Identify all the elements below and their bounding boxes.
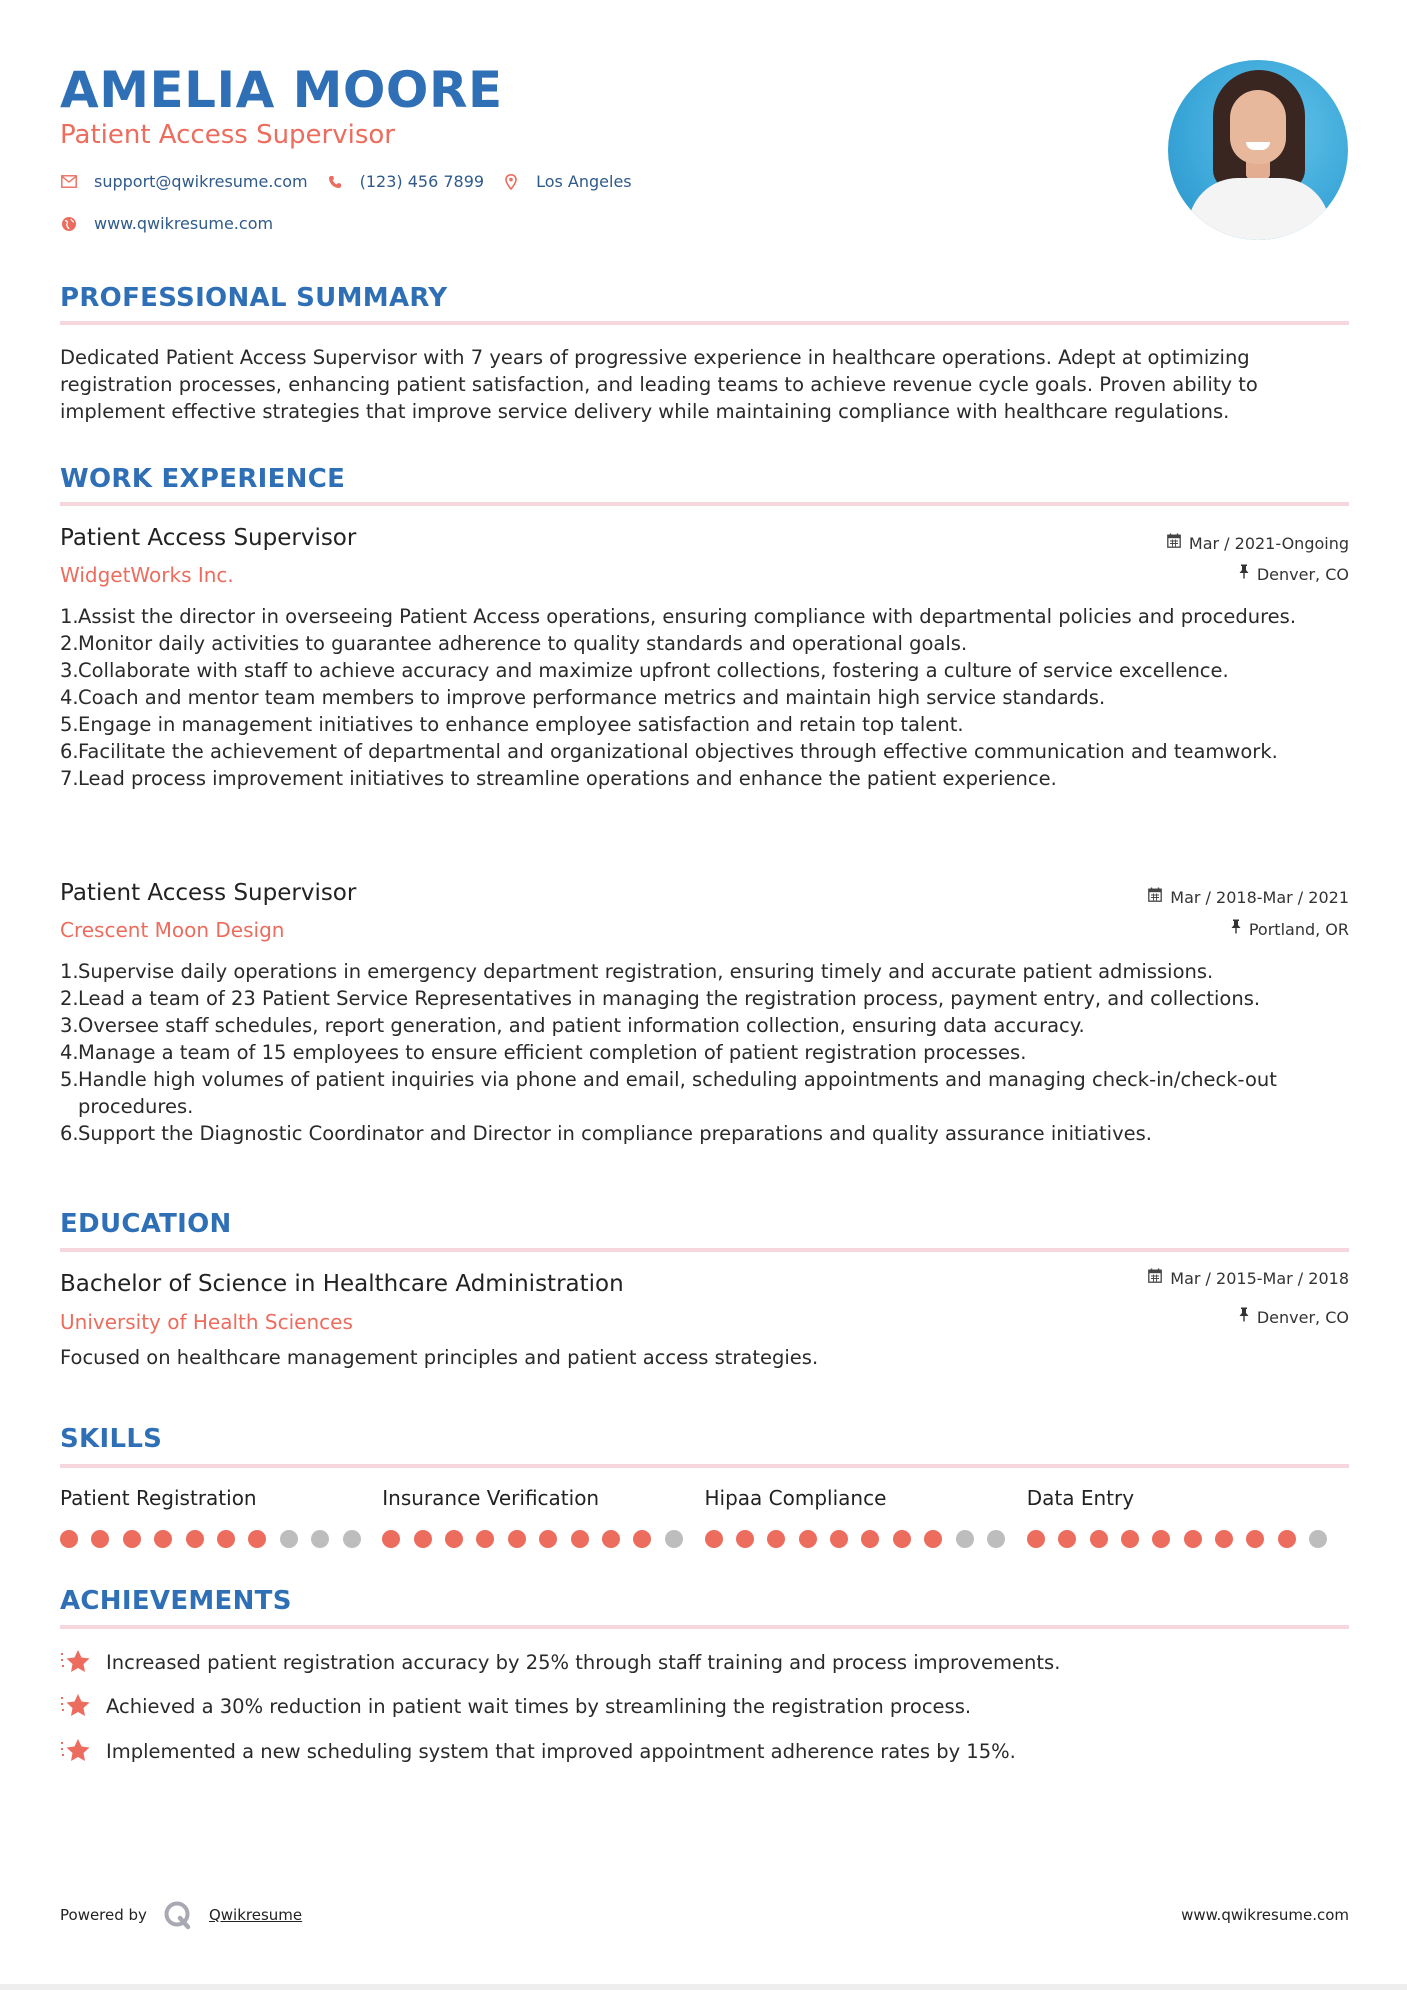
- bullet-item: 2. Monitor daily activities to guarantee adherence to quality standards and operational goals.: [60, 632, 968, 655]
- rating-dot-empty: [987, 1530, 1005, 1548]
- rating-dot-filled: [1184, 1530, 1202, 1548]
- skill-item: [705, 1484, 1027, 1548]
- section-heading-experience: WORK EXPERIENCE: [60, 464, 346, 494]
- education-location: [1239, 1307, 1349, 1329]
- contact-row: [60, 172, 650, 191]
- achievement-item: [60, 1737, 1016, 1765]
- company-name: Crescent Moon Design: [60, 918, 285, 942]
- candidate-headline: Patient Access Supervisor: [60, 120, 395, 150]
- rating-dot-filled: [248, 1530, 266, 1548]
- contact-location: [502, 172, 632, 191]
- rating-dot-filled: [602, 1530, 620, 1548]
- job-location: [1239, 564, 1349, 586]
- job-location: [1231, 919, 1349, 941]
- bullet-item: 7. Lead process improvement initiatives to streamline operations and enhance the patient experience.: [60, 767, 1057, 790]
- skill-rating: [382, 1530, 704, 1548]
- skill-rating: [1027, 1530, 1349, 1548]
- job-title: Patient Access Supervisor: [60, 525, 357, 551]
- job-dates: [1167, 533, 1349, 555]
- qwikresume-logo-icon: [163, 1900, 193, 1930]
- rating-dot-filled: [508, 1530, 526, 1548]
- job-title: Patient Access Supervisor: [60, 880, 357, 906]
- job-location-text: Denver, CO: [1256, 565, 1349, 584]
- rating-dot-filled: [861, 1530, 879, 1548]
- rating-dot-filled: [476, 1530, 494, 1548]
- rating-dot-filled: [60, 1530, 78, 1548]
- skill-name: Hipaa Compliance: [704, 1486, 887, 1510]
- rating-dot-filled: [767, 1530, 785, 1548]
- skill-name: Data Entry: [1026, 1486, 1135, 1510]
- calendar-icon: [1148, 887, 1162, 909]
- job-dates: [1148, 887, 1349, 909]
- bullet-item: 1. Assist the director in overseeing Patient Access operations, ensuring compliance with departmental policies and procedures.: [60, 605, 1297, 628]
- website-text: www.qwikresume.com: [94, 214, 274, 233]
- rating-dot-filled: [1215, 1530, 1233, 1548]
- email-text: support@qwikresume.com: [94, 172, 308, 191]
- qwikresume-link[interactable]: Qwikresume: [208, 1906, 303, 1924]
- education-dates: [1148, 1268, 1349, 1290]
- footer-url[interactable]: www.qwikresume.com: [1181, 1906, 1349, 1924]
- pushpin-icon: [1239, 564, 1249, 586]
- section-divider: [60, 1464, 1349, 1468]
- rating-dot-filled: [1152, 1530, 1170, 1548]
- rating-dot-filled: [571, 1530, 589, 1548]
- job-dates-text: Mar / 2021-Ongoing: [1188, 534, 1349, 553]
- pushpin-icon: [1239, 1307, 1249, 1329]
- section-heading-education: EDUCATION: [60, 1209, 232, 1239]
- skill-item: [60, 1484, 382, 1548]
- education-location-text: Denver, CO: [1256, 1308, 1349, 1327]
- envelope-icon: [60, 173, 78, 191]
- rating-dot-filled: [893, 1530, 911, 1548]
- section-divider: [60, 502, 1349, 506]
- rating-dot-filled: [1246, 1530, 1264, 1548]
- rating-dot-filled: [186, 1530, 204, 1548]
- rating-dot-empty: [956, 1530, 974, 1548]
- skills-grid: [60, 1484, 1349, 1548]
- rating-dot-empty: [1309, 1530, 1327, 1548]
- rating-dot-empty: [280, 1530, 298, 1548]
- rating-dot-filled: [736, 1530, 754, 1548]
- degree-title: Bachelor of Science in Healthcare Administration: [60, 1271, 624, 1297]
- bullet-item: 1. Supervise daily operations in emergency department registration, ensuring timely and accurate patient admissions.: [60, 960, 1214, 983]
- rating-dot-empty: [343, 1530, 361, 1548]
- globe-icon: [60, 215, 78, 233]
- rating-dot-filled: [1121, 1530, 1139, 1548]
- bullet-item: 3. Oversee staff schedules, report generation, and patient information collection, ensuring data accuracy.: [60, 1014, 1085, 1037]
- star-icon: [60, 1692, 92, 1720]
- school-name: University of Health Sciences: [60, 1310, 353, 1334]
- achievement-text: Increased patient registration accuracy by 25% through staff training and process improvements.: [106, 1650, 1061, 1674]
- company-name: WidgetWorks Inc.: [60, 563, 234, 587]
- job-bullets: [60, 603, 1349, 792]
- calendar-icon: [1148, 1268, 1162, 1290]
- rating-dot-empty: [311, 1530, 329, 1548]
- powered-by-label: Powered by: [60, 1906, 147, 1924]
- skill-rating: [705, 1530, 1027, 1548]
- job-location-text: Portland, OR: [1248, 920, 1349, 939]
- pushpin-icon: [1231, 919, 1241, 941]
- rating-dot-filled: [799, 1530, 817, 1548]
- location-text: Los Angeles: [536, 172, 632, 191]
- rating-dot-filled: [91, 1530, 109, 1548]
- rating-dot-filled: [1058, 1530, 1076, 1548]
- rating-dot-filled: [445, 1530, 463, 1548]
- bullet-item: 5. Engage in management initiatives to enhance employee satisfaction and retain top talent.: [60, 713, 964, 736]
- rating-dot-filled: [539, 1530, 557, 1548]
- candidate-name: AMELIA MOORE: [60, 61, 503, 119]
- footer-powered-by: [60, 1900, 302, 1930]
- calendar-icon: [1167, 533, 1181, 555]
- rating-dot-filled: [924, 1530, 942, 1548]
- skill-item: [382, 1484, 704, 1548]
- bullet-item: 4. Coach and mentor team members to improve performance metrics and maintain high service standards.: [60, 686, 1106, 709]
- rating-dot-filled: [154, 1530, 172, 1548]
- rating-dot-filled: [1090, 1530, 1108, 1548]
- bullet-item: 5. Handle high volumes of patient inquiries via phone and email, scheduling appointments and managing check-in/check-out procedures.: [60, 1068, 1277, 1118]
- rating-dot-filled: [705, 1530, 723, 1548]
- photo-shirt: [1188, 178, 1330, 240]
- section-heading-summary: PROFESSIONAL SUMMARY: [60, 283, 448, 313]
- skill-name: Insurance Verification: [382, 1486, 600, 1510]
- skill-name: Patient Registration: [60, 1486, 257, 1510]
- achievement-item: [60, 1648, 1060, 1676]
- rating-dot-filled: [382, 1530, 400, 1548]
- section-divider: [60, 321, 1349, 325]
- star-icon: [60, 1648, 92, 1676]
- skill-rating: [60, 1530, 382, 1548]
- bullet-item: 4. Manage a team of 15 employees to ensure efficient completion of patient registration processes.: [60, 1041, 1027, 1064]
- map-pin-icon: [502, 173, 520, 191]
- education-description: Focused on healthcare management principles and patient access strategies.: [60, 1346, 819, 1369]
- rating-dot-filled: [1278, 1530, 1296, 1548]
- page-bottom-edge: [0, 1984, 1407, 1990]
- contact-phone[interactable]: [326, 172, 484, 191]
- rating-dot-filled: [123, 1530, 141, 1548]
- section-divider: [60, 1248, 1349, 1252]
- rating-dot-filled: [1027, 1530, 1045, 1548]
- rating-dot-filled: [414, 1530, 432, 1548]
- job-dates-text: Mar / 2018-Mar / 2021: [1170, 888, 1349, 907]
- star-icon: [60, 1737, 92, 1765]
- bullet-item: 6. Facilitate the achievement of departmental and organizational objectives through effective communication and teamwork.: [60, 740, 1278, 763]
- contact-row-2: [60, 214, 291, 233]
- education-dates-text: Mar / 2015-Mar / 2018: [1170, 1269, 1349, 1288]
- rating-dot-empty: [665, 1530, 683, 1548]
- bullet-item: 6. Support the Diagnostic Coordinator and Director in compliance preparations and quality assurance initiatives.: [60, 1122, 1152, 1145]
- rating-dot-filled: [217, 1530, 235, 1548]
- achievement-text: Implemented a new scheduling system that improved appointment adherence rates by 15%.: [106, 1739, 1016, 1763]
- bullet-item: 3. Collaborate with staff to achieve accuracy and maximize upfront collections, fostering a culture of service excellence.: [60, 659, 1229, 682]
- section-divider: [60, 1625, 1349, 1629]
- bullet-item: 2. Lead a team of 23 Patient Service Representatives in managing the registration process, payment entry, and collections.: [60, 987, 1261, 1010]
- section-heading-achievements: ACHIEVEMENTS: [60, 1586, 292, 1616]
- phone-text: (123) 456 7899: [359, 172, 485, 191]
- skill-item: [1027, 1484, 1349, 1548]
- contact-email[interactable]: [60, 172, 308, 191]
- phone-icon: [326, 173, 344, 191]
- contact-website[interactable]: [60, 214, 273, 233]
- rating-dot-filled: [830, 1530, 848, 1548]
- summary-text: Dedicated Patient Access Supervisor with 7 years of progressive experience in healthcare operations. Adept at optimizing registration processes, enhancing patient satisfaction, and leading teams to achieve revenue cycle goals. Proven ability to implement effective strategies that improve service delivery while maintaining compliance with healthcare regulations.: [60, 346, 1258, 423]
- achievement-item: [60, 1692, 971, 1720]
- photo-face: [1230, 90, 1286, 164]
- profile-photo: [1168, 60, 1348, 240]
- section-heading-skills: SKILLS: [60, 1424, 163, 1454]
- achievement-text: Achieved a 30% reduction in patient wait times by streamlining the registration process.: [106, 1694, 972, 1718]
- rating-dot-filled: [633, 1530, 651, 1548]
- job-bullets: [60, 958, 1349, 1147]
